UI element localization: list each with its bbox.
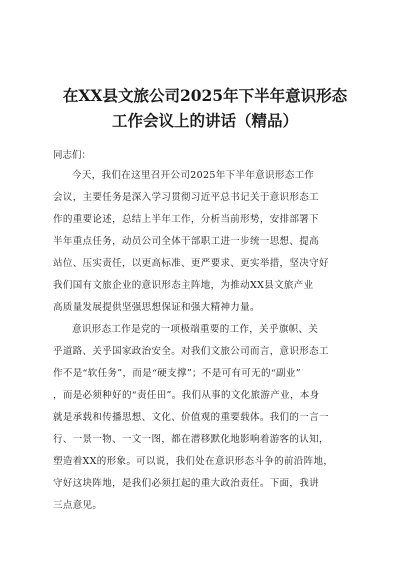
paragraph-line: 高质量发展提供坚强思想保证和强大精神力量。 xyxy=(53,302,260,313)
paragraph-1 xyxy=(53,165,358,319)
paragraph-line: 作的重要论述，总结上半年工作，分析当前形势，安排部署下 xyxy=(53,214,319,225)
paragraph-line: 三点意见。 xyxy=(53,500,103,511)
paragraph-line: 今天，我们在这里召开公司2025年下半年意识形态工作 xyxy=(72,170,315,181)
salutation: 同志们： xyxy=(53,150,92,161)
paragraph-line: 半年重点任务，动员公司全体干部职工进一步统一思想、提高 xyxy=(53,236,319,247)
paragraph-line: 守好这块阵地，是我们必须扛起的重大政治责任。下面，我讲 xyxy=(53,478,319,489)
paragraph-line: 就是承载和传播思想、文化、价值观的重要载体。我们的一言一 xyxy=(53,412,329,423)
document-title-line-1: 在XX县文旅公司2025年下半年意识形态 xyxy=(62,86,348,105)
paragraph-line: 会议，主要任务是深入学习贯彻习近平总书记关于意识形态工 xyxy=(53,192,319,203)
paragraph-2 xyxy=(53,319,358,517)
paragraph-line: 乎道路、关乎国家政治安全。对我们文旅公司而言，意识形态工 xyxy=(53,346,329,357)
document-title-line-2: 工作会议上的讲话（精品） xyxy=(111,111,298,130)
paragraph-line: ，而是必须种好的“责任田”。我们从事的文化旅游产业，本身 xyxy=(53,390,320,401)
paragraph-line: 站位、压实责任，以更高标准、更严要求、更实举措，坚决守好 xyxy=(53,258,329,269)
paragraph-line: 意识形态工作是党的一项极端重要的工作，关乎旗帜、关 xyxy=(72,324,319,335)
paragraph-line: 塑造着XX的形象。可以说，我们处在意识形态斗争的前沿阵地， xyxy=(53,456,334,467)
paragraph-line: 行、一景一物、一文一图，都在潜移默化地影响着游客的认知， xyxy=(53,434,329,445)
paragraph-line: 作不是“软任务”，而是“硬支撑”；不是可有可无的“副业” xyxy=(53,368,301,379)
paragraph-line: 我们国有文旅企业的意识形态主阵地，为推动XX县文旅产业 xyxy=(53,280,314,291)
